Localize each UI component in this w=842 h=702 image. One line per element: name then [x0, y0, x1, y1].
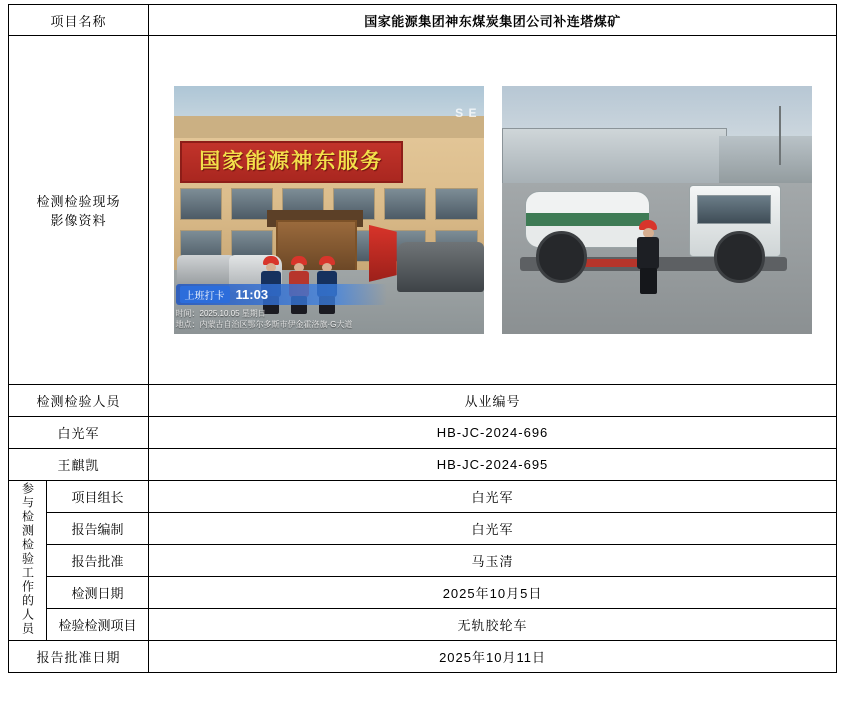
- inspection-item-label: 检验检测项目: [47, 609, 149, 641]
- report-author-label: 报告编制: [47, 513, 149, 545]
- warehouse-building-right: [719, 136, 812, 183]
- inspection-date-value: 2025年10月5日: [149, 577, 837, 609]
- table-row: [9, 481, 837, 513]
- table-row: [9, 609, 837, 641]
- media-label-line2: 影像资料: [50, 213, 107, 228]
- photo-meta-place: 地点：内蒙古自治区鄂尔多斯市伊金霍洛旗·G大道: [175, 320, 353, 329]
- table-row: [9, 5, 837, 36]
- inspector2-name: 王麒凯: [9, 449, 149, 481]
- approval-date-value: 2025年10月11日: [149, 641, 837, 673]
- team-leader-label: 项目组长: [47, 481, 149, 513]
- report-approver-label: 报告批准: [47, 545, 149, 577]
- building-top-band: [174, 116, 484, 138]
- inspector-label: 检测检验人员: [9, 385, 149, 417]
- table-row: [9, 513, 837, 545]
- cab-window: [697, 195, 772, 225]
- team-leader-value: 白光军: [149, 481, 837, 513]
- media-label: [9, 36, 149, 385]
- inspection-date-label: 检测日期: [47, 577, 149, 609]
- project-name-value: 国家能源集团神东煤炭集团公司补连塔煤矿: [149, 5, 837, 36]
- red-flag: [369, 225, 397, 282]
- participants-group-label-text: 参与检测检验工作的人员: [20, 482, 35, 636]
- report-approver-value: 马玉清: [149, 545, 837, 577]
- approval-date-label: 报告批准日期: [9, 641, 149, 673]
- inspection-record-table: [8, 4, 837, 673]
- light-pole: [779, 106, 781, 166]
- inspector2-cert: HB-JC-2024-695: [149, 449, 837, 481]
- punch-time: 11:03: [235, 287, 269, 302]
- red-banner: [180, 141, 403, 183]
- media-cell: [149, 36, 837, 385]
- photo-timestamp-overlay: [174, 284, 484, 334]
- punch-tag: 上班打卡: [180, 286, 230, 303]
- report-author-value: 白光军: [149, 513, 837, 545]
- banner-text: 国家能源神东服务: [199, 149, 384, 173]
- project-name-label: 项目名称: [9, 5, 149, 36]
- table-row: [9, 449, 837, 481]
- table-row: [9, 545, 837, 577]
- warehouse-building: [502, 128, 727, 185]
- inspector1-name: 白光军: [9, 417, 149, 449]
- table-row: [9, 417, 837, 449]
- photo-watermark: S E: [455, 105, 478, 120]
- cert-label: 从业编号: [149, 385, 837, 417]
- participants-group-label: [9, 481, 47, 641]
- table-row: [9, 36, 837, 385]
- table-row: [9, 577, 837, 609]
- inspection-item-value: 无轨胶轮车: [149, 609, 837, 641]
- photo-meta-time: 时间：2025.10.05 星期日: [175, 309, 266, 318]
- media-label-line1: 检测检验现场: [36, 194, 121, 209]
- site-photo-vehicle: [502, 86, 812, 334]
- worker-figure: [635, 220, 661, 294]
- table-row: [9, 641, 837, 673]
- table-row: [9, 385, 837, 417]
- site-photo-office: [174, 86, 484, 334]
- vehicle-wheel: [714, 231, 765, 282]
- vehicle-wheel: [536, 231, 587, 282]
- inspector1-cert: HB-JC-2024-696: [149, 417, 837, 449]
